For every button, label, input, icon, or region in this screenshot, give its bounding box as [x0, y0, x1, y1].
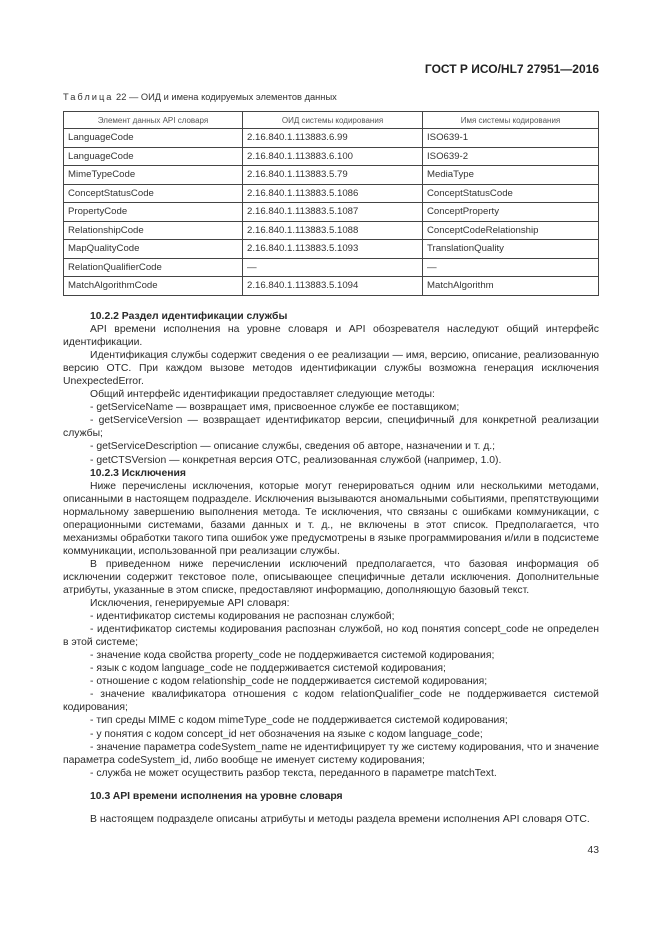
- table-cell: ConceptStatusCode: [64, 184, 243, 203]
- document-body: [63, 310, 599, 826]
- table-cell: ISO639-2: [423, 147, 599, 166]
- paragraph: - служба не может осуществить разбор текста, переданного в параметре matchText.: [90, 767, 497, 779]
- table-cell: RelationshipCode: [64, 221, 243, 240]
- paragraph: - идентификатор системы кодирования не распознан службой;: [90, 611, 395, 623]
- paragraph: - отношение с кодом relationship_code не поддерживается системой кодирования;: [90, 676, 488, 688]
- table-row: [64, 221, 599, 240]
- table-cell: MatchAlgorithm: [423, 277, 599, 296]
- column-header: ОИД системы кодирования: [243, 112, 423, 129]
- table-row: [64, 277, 599, 296]
- table-cell: 2.16.840.1.113883.6.100: [243, 147, 423, 166]
- paragraph: - язык с кодом language_code не поддерживается системой кодирования;: [90, 663, 446, 675]
- table-cell: MapQualityCode: [64, 240, 243, 259]
- table-cell: ConceptStatusCode: [423, 184, 599, 203]
- table-cell: ConceptCodeRelationship: [423, 221, 599, 240]
- table-cell: LanguageCode: [64, 147, 243, 166]
- oid-table: [63, 111, 599, 296]
- table-row: [64, 240, 599, 259]
- paragraph: - у понятия с кодом concept_id нет обозначения на языке с кодом language_code;: [90, 728, 483, 740]
- table-cell: PropertyCode: [64, 203, 243, 222]
- table-cell: —: [423, 258, 599, 277]
- table-caption-prefix: Таблица: [63, 92, 114, 102]
- paragraph: - идентификатор системы кодирования распознан службой, но код понятия concept_code не определен в этой системе;: [63, 624, 599, 649]
- table-cell: 2.16.840.1.113883.5.1093: [243, 240, 423, 259]
- table-cell: 2.16.840.1.113883.5.1094: [243, 277, 423, 296]
- table-row: [64, 258, 599, 277]
- section-heading-10-2-3: 10.2.3 Исключения: [90, 467, 186, 479]
- table-caption-text: 22 — ОИД и имена кодируемых элементов данных: [116, 92, 337, 102]
- paragraph: - getServiceVersion — возвращает идентификатор версии, специфичный для конкретной реализации службы;: [63, 415, 599, 440]
- table-row: [64, 203, 599, 222]
- table-header-row: [64, 112, 599, 129]
- table-cell: 2.16.840.1.113883.5.1086: [243, 184, 423, 203]
- paragraph: - getServiceName — возвращает имя, присвоенное службе ее поставщиком;: [90, 402, 460, 414]
- paragraph: Ниже перечислены исключения, которые могут генерироваться одним или несколькими методами, описанными в настоящем подразделе. Исключения вызываются аномальными событиями, препятствующими нормальному завершению выполнения метода. Те исключения, что связаны с ошибками коммуникации, с операционными системами, базами данных и т. д., не включены в этот список. Предполагается, что механизмы обработки такого типа ошибок уже предусмотрены в языке программирования и/или в подсистеме коммуникации, использованной при реализации службы.: [63, 480, 599, 557]
- paragraph: Идентификация службы содержит сведения о ее реализации — имя, версию, описание, реализованную версию ОТС. При каждом вызове методов идентификации службы возможна генерация исключения UnexpectedError.: [63, 350, 599, 388]
- column-header: Имя системы кодирования: [423, 112, 599, 129]
- table-cell: ConceptProperty: [423, 203, 599, 222]
- paragraph: - значение кода свойства property_code не поддерживается системой кодирования;: [90, 650, 495, 662]
- paragraph: В настоящем подразделе описаны атрибуты и методы раздела времени исполнения API словаря ОТС.: [90, 813, 590, 825]
- paragraph: - тип среды MIME с кодом mimeType_code не поддерживается системой кодирования;: [90, 715, 508, 727]
- table-cell: MatchAlgorithmCode: [64, 277, 243, 296]
- table-cell: ISO639-1: [423, 129, 599, 148]
- paragraph: В приведенном ниже перечислении исключений предполагается, что базовая информация об исключении содержит текстовое поле, описывающее специфичные детали исключения. Дополнительные атрибуты, указанные в этом списке, предоставляют информацию, дополняющую базовый текст.: [63, 558, 599, 596]
- table-cell: MediaType: [423, 166, 599, 185]
- paragraph: - значение квалификатора отношения с кодом relationQualifier_code не поддерживается системой кодирования;: [63, 689, 599, 714]
- section-heading-10-3: 10.3 API времени исполнения на уровне словаря: [90, 790, 343, 802]
- standard-header: ГОСТ Р ИСО/HL7 27951—2016: [424, 62, 599, 76]
- table-cell: 2.16.840.1.113883.5.79: [243, 166, 423, 185]
- table-row: [64, 129, 599, 148]
- paragraph: - getCTSVersion — конкретная версия ОТС, реализованная службой (например, 1.0).: [90, 454, 502, 466]
- column-header: Элемент данных API словаря: [64, 112, 243, 129]
- table-cell: LanguageCode: [64, 129, 243, 148]
- table-caption: [63, 92, 337, 102]
- paragraph: Общий интерфейс идентификации предоставляет следующие методы:: [90, 389, 435, 401]
- table-cell: 2.16.840.1.113883.5.1087: [243, 203, 423, 222]
- table-cell: MimeTypeCode: [64, 166, 243, 185]
- table-row: [64, 147, 599, 166]
- page-number: 43: [587, 845, 599, 856]
- table-row: [64, 184, 599, 203]
- table-cell: 2.16.840.1.113883.6.99: [243, 129, 423, 148]
- table-row: [64, 166, 599, 185]
- table-cell: RelationQualifierCode: [64, 258, 243, 277]
- table-cell: —: [243, 258, 423, 277]
- table-cell: TranslationQuality: [423, 240, 599, 259]
- paragraph: API времени исполнения на уровне словаря и API обозревателя наследуют общий интерфейс идентификации.: [63, 324, 599, 349]
- section-heading-10-2-2: 10.2.2 Раздел идентификации службы: [90, 311, 288, 322]
- paragraph: - getServiceDescription — описание службы, сведения об авторе, назначении и т. д.;: [90, 441, 496, 453]
- table-cell: 2.16.840.1.113883.5.1088: [243, 221, 423, 240]
- paragraph: Исключения, генерируемые API словаря:: [90, 598, 290, 610]
- paragraph: - значение параметра codeSystem_name не идентифицирует ту же систему кодирования, что и значение параметра codeSystem_id, либо вообще не именует систему кодирования;: [63, 741, 599, 766]
